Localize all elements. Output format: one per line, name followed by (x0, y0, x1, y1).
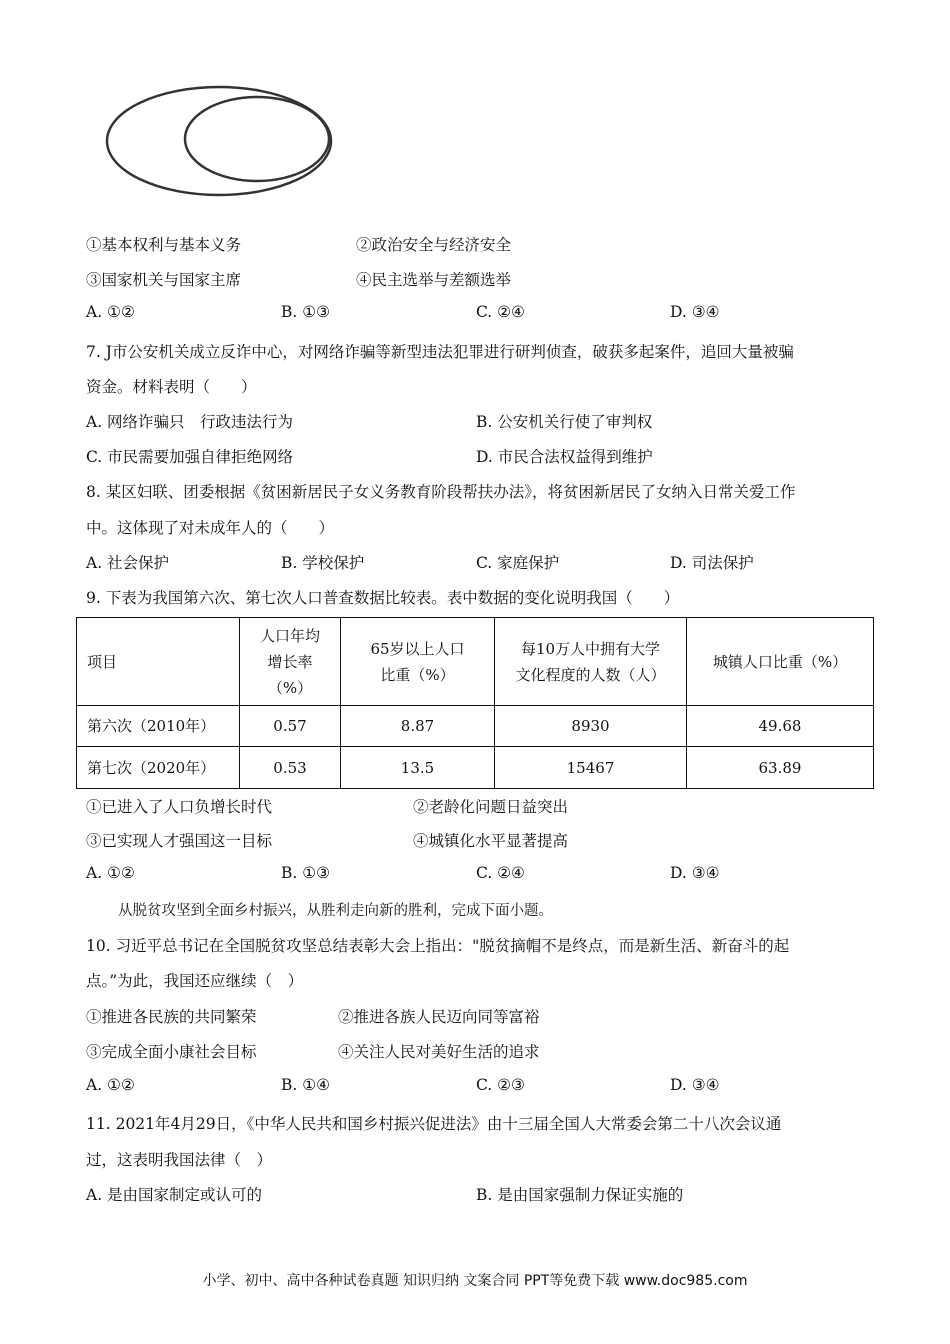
table-cell: 8.87 (341, 706, 495, 747)
table-row (77, 747, 874, 789)
q6-item-3: ③国家机关与国家主席 (86, 271, 242, 289)
q8-option-d: D. 司法保护 (670, 554, 754, 572)
q9-item-3: ③已实现人才强国这一目标 (86, 832, 273, 850)
q10-option-c: C. ②③ (476, 1076, 525, 1094)
q7-option-c: C. 市民需要加强自律拒绝网络 (86, 448, 294, 466)
q11-stem-line-1: 11. 2021年4月29日，《中华人民共和国乡村振兴促进法》由十三届全国人大常委会第二十八次会议通 (86, 1115, 782, 1133)
q8-option-b: B. 学校保护 (281, 554, 365, 572)
q10-option-b: B. ①④ (281, 1076, 331, 1094)
q10-item-2: ②推进各族人民迈向同等富裕 (338, 1008, 540, 1026)
table-cell: 第六次（2010年） (77, 706, 240, 747)
q6-item-1: ①基本权利与基本义务 (86, 236, 242, 254)
census-table (76, 617, 874, 789)
table-cell: 49.68 (687, 706, 874, 747)
q6-option-d: D. ③④ (670, 303, 720, 321)
q11-stem-line-2: 过，这表明我国法律（ ） (86, 1151, 273, 1169)
q10-stem-line-2: 点。”为此，我国还应继续（ ） (86, 972, 304, 990)
q9-option-c: C. ②④ (476, 864, 525, 882)
table-cell: 13.5 (341, 747, 495, 789)
q11-option-b: B. 是由国家强制力保证实施的 (476, 1186, 684, 1204)
q7-option-a: A. 网络诈骗只 行政违法行为 (86, 413, 294, 431)
q6-option-c: C. ②④ (476, 303, 525, 321)
header-university-count: 每10万人中拥有大学 文化程度的人数（人） (495, 618, 687, 706)
header-growth-rate: 人口年均 增长率 （%） (240, 618, 341, 706)
q9-item-2: ②老龄化问题日益突出 (413, 798, 569, 816)
q10-item-1: ①推进各民族的共同繁荣 (86, 1008, 257, 1026)
q9-option-a: A. ①② (86, 864, 135, 882)
section-intro: 从脱贫攻坚到全面乡村振兴，从胜利走向新的胜利，完成下面小题。 (118, 903, 553, 919)
q9-item-4: ④城镇化水平显著提高 (413, 832, 569, 850)
q10-item-3: ③完成全面小康社会目标 (86, 1043, 257, 1061)
table-cell: 63.89 (687, 747, 874, 789)
q10-stem-line-1: 10. 习近平总书记在全国脱贫攻坚总结表彰大会上指出："脱贫摘帽不是终点，而是新生活、新奋斗的起 (86, 937, 790, 955)
q9-option-d: D. ③④ (670, 864, 720, 882)
q7-stem-line-1: 7. J市公安机关成立反诈中心，对网络诈骗等新型违法犯罪进行研判侦查，破获多起案件，追回大量被骗 (86, 343, 794, 361)
inner-ellipse (185, 97, 329, 181)
table-cell: 第七次（2020年） (77, 747, 240, 789)
venn-diagram (104, 84, 334, 200)
q10-item-4: ④关注人民对美好生活的追求 (338, 1043, 540, 1061)
q10-option-a: A. ①② (86, 1076, 135, 1094)
q8-option-a: A. 社会保护 (86, 554, 170, 572)
q6-item-4: ④民主选举与差额选举 (356, 271, 512, 289)
header-urban-share: 城镇人口比重（%） (687, 618, 874, 706)
q6-option-b: B. ①③ (281, 303, 331, 321)
q6-option-a: A. ①② (86, 303, 135, 321)
table-row (77, 706, 874, 747)
q7-option-d: D. 市民合法权益得到维护 (476, 448, 653, 466)
q10-option-d: D. ③④ (670, 1076, 720, 1094)
page-footer: 小学、初中、高中各种试卷真题 知识归纳 文案合同 PPT等免费下载 www.doc985.com (202, 1273, 748, 1289)
q11-option-a: A. 是由国家制定或认可的 (86, 1186, 263, 1204)
q8-stem-line-2: 中。这体现了对未成年人的（ ） (86, 519, 335, 537)
q9-stem: 9. 下表为我国第六次、第七次人口普查数据比较表。表中数据的变化说明我国（ ） (86, 589, 680, 607)
header-elderly-share: 65岁以上人口 比重（%） (341, 618, 495, 706)
q7-option-b: B. 公安机关行使了审判权 (476, 413, 653, 431)
q9-option-b: B. ①③ (281, 864, 331, 882)
q7-stem-line-2: 资金。材料表明（ ） (86, 378, 257, 396)
table-cell: 8930 (495, 706, 687, 747)
header-item: 项目 (77, 618, 240, 706)
q8-stem-line-1: 8. 某区妇联、团委根据《贫困新居民子女义务教育阶段帮扶办法》，将贫困新居民了女纳入日常关爱工作 (86, 483, 796, 501)
table-header-row (77, 618, 874, 706)
q9-item-1: ①已进入了人口负增长时代 (86, 798, 273, 816)
q6-item-2: ②政治安全与经济安全 (356, 236, 512, 254)
table-cell: 0.53 (240, 747, 341, 789)
table-cell: 0.57 (240, 706, 341, 747)
q8-option-c: C. 家庭保护 (476, 554, 560, 572)
table-cell: 15467 (495, 747, 687, 789)
